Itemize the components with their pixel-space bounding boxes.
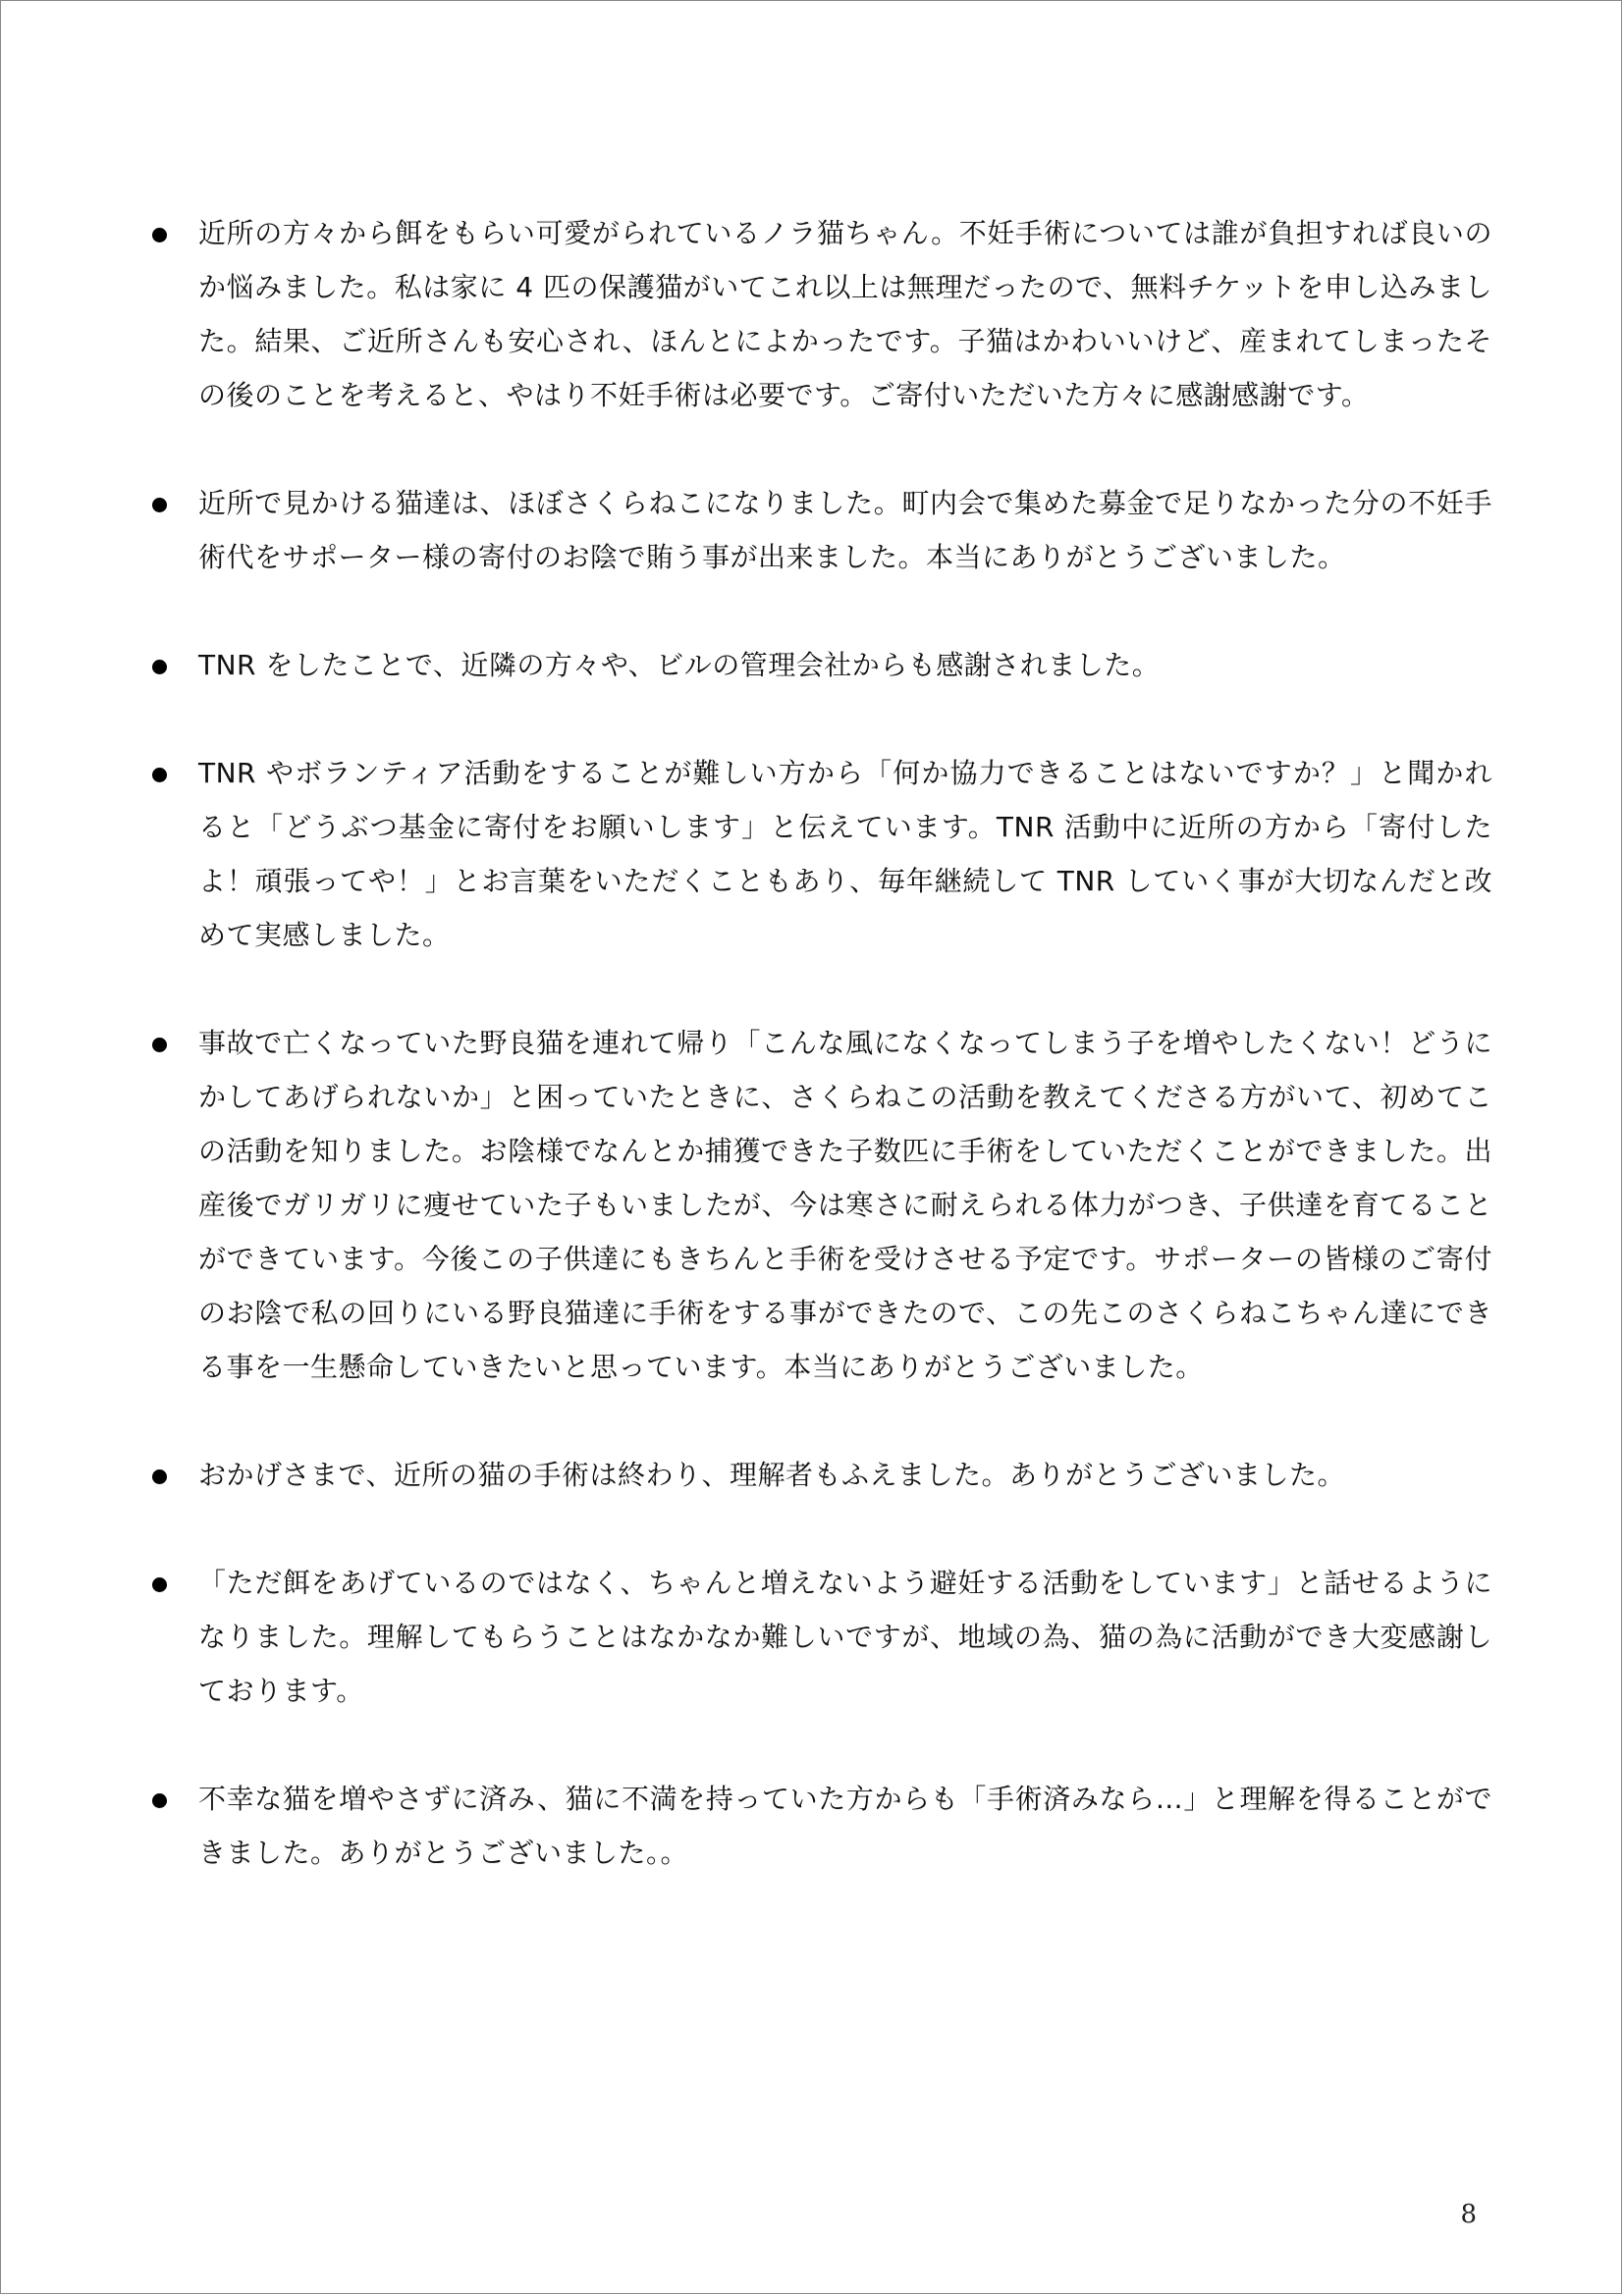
list-item: [147, 638, 1492, 692]
bullet-icon: [152, 1038, 167, 1052]
page-number: 8: [1460, 2200, 1477, 2229]
bullet-icon: [152, 660, 167, 674]
bullet-icon: [152, 1577, 167, 1592]
comment-text: 不幸な猫を増やさずに済み、猫に不満を持っていた方からも「手術済みなら…」と理解を得ることができました。ありがとうございました。。: [198, 1783, 1492, 1869]
list-item: [147, 1556, 1492, 1718]
list-item: [147, 1448, 1492, 1502]
comment-text: おかげさまで、近所の猫の手術は終わり、理解者もふえました。ありがとうございました。: [198, 1459, 1345, 1491]
bullet-icon: [152, 498, 167, 512]
bullet-icon: [152, 228, 167, 242]
comment-text: 近所で見かける猫達は、ほぼさくらねこになりました。町内会で集めた募金で足りなかった分の不妊手術代をサポーター様の寄付のお陰で賄う事が出来ました。本当にありがとうございました。: [198, 487, 1492, 573]
list-item: [147, 1772, 1492, 1880]
comment-text: TNR をしたことで、近隣の方々や、ビルの管理会社からも感謝されました。: [198, 649, 1161, 681]
list-item: [147, 476, 1492, 584]
list-item: [147, 206, 1492, 422]
comment-text: 近所の方々から餌をもらい可愛がられているノラ猫ちゃん。不妊手術については誰が負担すれば良いのか悩みました。私は家に 4 匹の保護猫がいてこれ以上は無理だったので、無料チケットを申し込みました。結果、ご近所さんも安心され、ほんとによかったです。子猫はかわいいけど、産まれてしまったその後のことを考えると、やはり不妊手術は必要です。ご寄付いただいた方々に感謝感謝です。: [198, 217, 1492, 411]
comment-text: TNR やボランティア活動をすることが難しい方から「何か協力できることはないですか？」と聞かれると「どうぶつ基金に寄付をお願いします」と伝えています。TNR 活動中に近所の方から「寄付したよ！頑張ってや！」とお言葉をいただくこともあり、毎年継続して TNR していく事が大切なんだと改めて実感しました。: [198, 757, 1492, 951]
bullet-icon: [152, 1469, 167, 1484]
bullet-icon: [152, 1793, 167, 1808]
list-item: [147, 1016, 1492, 1394]
list-item: [147, 746, 1492, 962]
bullet-icon: [152, 768, 167, 782]
comment-list: [147, 206, 1492, 1880]
comment-text: 事故で亡くなっていた野良猫を連れて帰り「こんな風になくなってしまう子を増やしたくない！どうにかしてあげられないか」と困っていたときに、さくらねこの活動を教えてくださる方がいて、初めてこの活動を知りました。お陰様でなんとか捕獲できた子数匹に手術をしていただくことができました。出産後でガリガリに痩せていた子もいましたが、今は寒さに耐えられる体力がつき、子供達を育てることができています。今後この子供達にもきちんと手術を受けさせる予定です。サポーターの皆様のご寄付のお陰で私の回りにいる野良猫達に手術をする事ができたので、この先このさくらねこちゃん達にできる事を一生懸命していきたいと思っています。本当にありがとうございました。: [198, 1027, 1492, 1383]
comment-text: 「ただ餌をあげているのではなく、ちゃんと増えないよう避妊する活動をしています」と話せるようになりました。理解してもらうことはなかなか難しいですが、地域の為、猫の為に活動ができ大変感謝しております。: [198, 1567, 1492, 1707]
document-body: [147, 206, 1492, 1934]
